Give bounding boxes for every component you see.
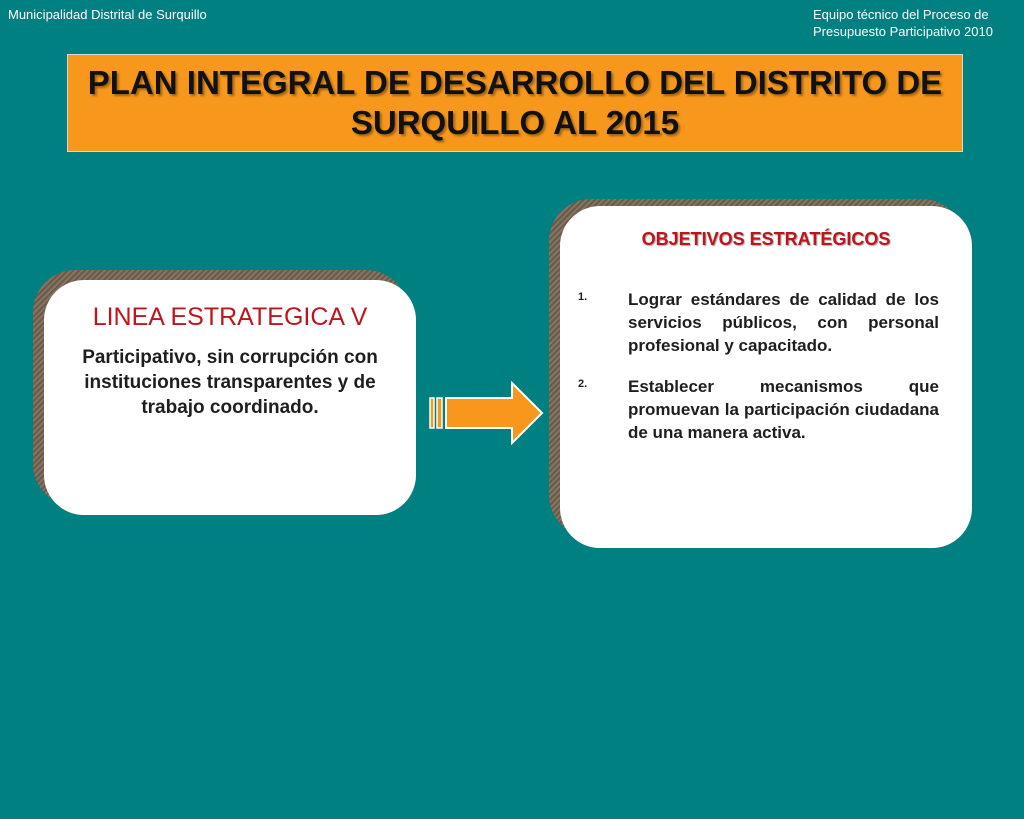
strategic-line-body: Participativo, sin corrupción con instituciones transparentes y de trabajo coordinado. [82, 347, 378, 418]
objective-number: 1. [578, 291, 588, 303]
objectives-card [560, 206, 972, 548]
objective-text: Lograr estándares de calidad de los servicios públicos, con personal profesional y capacitado. [628, 290, 939, 355]
objective-number: 2. [578, 378, 588, 390]
title-banner [67, 54, 963, 152]
header-right-text: Equipo técnico del Proceso de Presupuesto Participativo 2010 [813, 7, 993, 39]
strategic-line-card [44, 280, 416, 515]
strategic-line-title: LINEA ESTRATEGICA V [92, 303, 368, 331]
objectives-list [560, 288, 972, 444]
objectives-title: OBJETIVOS ESTRATÉGICOS [641, 229, 891, 249]
objective-item [560, 288, 972, 357]
right-arrow-icon [428, 381, 544, 445]
header-left-text: Municipalidad Distrital de Surquillo [8, 7, 207, 22]
page-title: PLAN INTEGRAL DE DESARROLLO DEL DISTRITO DE SURQUILLO AL 2015 [87, 64, 943, 141]
objective-text: Establecer mecanismos que promuevan la participación ciudadana de una manera activa. [628, 377, 939, 442]
objective-item [560, 375, 972, 444]
